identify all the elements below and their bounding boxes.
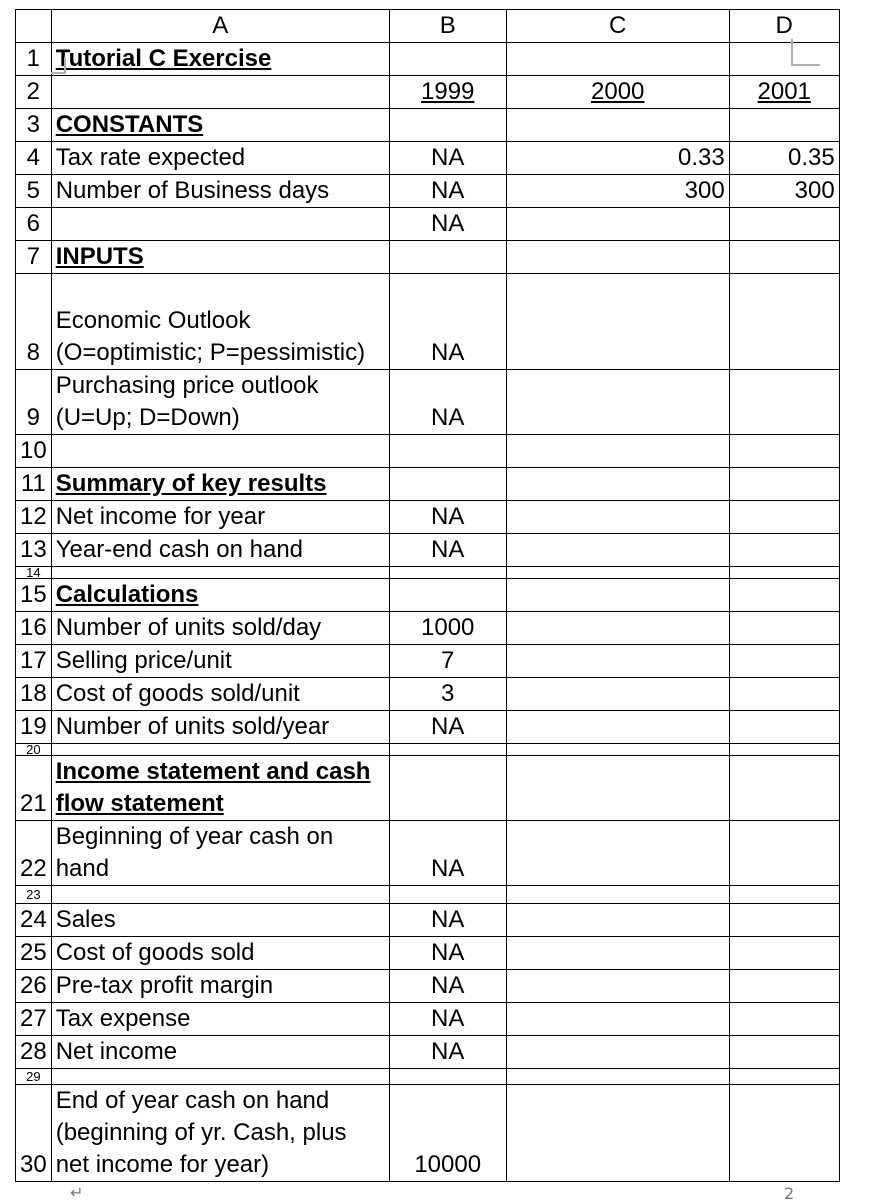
table-row xyxy=(16,370,840,435)
row-header[interactable]: 22 xyxy=(16,821,52,886)
cell-b[interactable] xyxy=(389,241,506,274)
cell-d[interactable] xyxy=(729,567,839,579)
cell-c[interactable] xyxy=(506,43,729,76)
cell-c[interactable] xyxy=(506,1003,729,1036)
table-row xyxy=(16,711,840,744)
cell-c[interactable] xyxy=(506,1085,729,1182)
cell-a[interactable]: Summary of key results xyxy=(51,468,389,501)
cell-c[interactable] xyxy=(506,970,729,1003)
column-header-b[interactable]: B xyxy=(389,10,506,43)
cell-a[interactable]: Number of units sold/day xyxy=(51,612,389,645)
table-row xyxy=(16,886,840,904)
cell-c[interactable] xyxy=(506,567,729,579)
cell-c[interactable] xyxy=(506,886,729,904)
cell-d[interactable] xyxy=(729,821,839,886)
table-row xyxy=(16,904,840,937)
cell-d[interactable] xyxy=(729,612,839,645)
spreadsheet xyxy=(15,9,840,1182)
row-header[interactable]: 12 xyxy=(16,501,52,534)
cell-c[interactable] xyxy=(506,501,729,534)
row-header[interactable]: 3 xyxy=(16,109,52,142)
cell-a[interactable]: Net income xyxy=(51,1036,389,1069)
cell-c[interactable] xyxy=(506,1036,729,1069)
cell-corner-mark-a1 xyxy=(51,57,91,75)
cell-a[interactable] xyxy=(51,208,389,241)
row-header[interactable]: 16 xyxy=(16,612,52,645)
table-row xyxy=(16,678,840,711)
row-header[interactable]: 25 xyxy=(16,937,52,970)
cell-c[interactable] xyxy=(506,534,729,567)
cell-b[interactable] xyxy=(389,567,506,579)
cell-d[interactable] xyxy=(729,1069,839,1085)
cell-c[interactable] xyxy=(506,241,729,274)
cell-a[interactable] xyxy=(51,435,389,468)
row-header[interactable]: 5 xyxy=(16,175,52,208)
cell-b[interactable] xyxy=(389,756,506,821)
cell-d[interactable] xyxy=(729,756,839,821)
cell-c[interactable] xyxy=(506,1069,729,1085)
table-row xyxy=(16,76,840,109)
cell-a[interactable] xyxy=(51,886,389,904)
cell-a[interactable]: CONSTANTS xyxy=(51,109,389,142)
row-header[interactable]: 23 xyxy=(16,886,52,904)
cell-b[interactable]: NA xyxy=(389,970,506,1003)
cell-a[interactable]: Calculations xyxy=(51,579,389,612)
cell-b[interactable]: NA xyxy=(389,142,506,175)
cell-d[interactable] xyxy=(729,208,839,241)
table-row xyxy=(16,821,840,886)
row-header[interactable]: 27 xyxy=(16,1003,52,1036)
cell-c[interactable]: 0.33 xyxy=(506,142,729,175)
cell-c[interactable] xyxy=(506,645,729,678)
column-header-row xyxy=(16,10,840,43)
cell-b[interactable] xyxy=(389,109,506,142)
cell-c[interactable] xyxy=(506,612,729,645)
table-row xyxy=(16,937,840,970)
cell-b[interactable]: NA xyxy=(389,1003,506,1036)
cell-a[interactable]: Beginning of year cash on hand xyxy=(51,821,389,886)
cell-a[interactable]: Tax rate expected xyxy=(51,142,389,175)
table-row xyxy=(16,435,840,468)
cell-d[interactable] xyxy=(729,970,839,1003)
cell-c[interactable] xyxy=(506,904,729,937)
cell-b[interactable]: NA xyxy=(389,821,506,886)
cell-d[interactable] xyxy=(729,886,839,904)
cell-b[interactable] xyxy=(389,1069,506,1085)
cell-b[interactable] xyxy=(389,579,506,612)
cell-d[interactable]: 0.35 xyxy=(729,142,839,175)
cell-a[interactable]: Pre-tax profit margin xyxy=(51,970,389,1003)
cell-a[interactable]: Purchasing price outlook (U=Up; D=Down) xyxy=(51,370,389,435)
cell-b[interactable]: NA xyxy=(389,711,506,744)
cell-a[interactable]: Number of Business days xyxy=(51,175,389,208)
cell-d[interactable]: 2001 xyxy=(729,76,839,109)
cell-a[interactable]: Cost of goods sold/unit xyxy=(51,678,389,711)
table-row xyxy=(16,970,840,1003)
cell-c[interactable]: 2000 xyxy=(506,76,729,109)
cell-c[interactable] xyxy=(506,678,729,711)
cell-a[interactable] xyxy=(51,567,389,579)
cell-b[interactable] xyxy=(389,744,506,756)
table-row xyxy=(16,109,840,142)
cell-b[interactable] xyxy=(389,468,506,501)
cell-a[interactable]: End of year cash on hand (beginning of yr. Cash, plus net income for year) xyxy=(51,1085,389,1182)
cell-d[interactable] xyxy=(729,579,839,612)
table-row xyxy=(16,43,840,76)
cell-a[interactable]: Economic Outlook (O=optimistic; P=pessimistic) xyxy=(51,274,389,370)
cell-d[interactable] xyxy=(729,678,839,711)
cell-b[interactable]: 7 xyxy=(389,645,506,678)
cell-a[interactable]: Number of units sold/year xyxy=(51,711,389,744)
cell-a[interactable]: Year-end cash on hand xyxy=(51,534,389,567)
row-header[interactable]: 10 xyxy=(16,435,52,468)
cell-c[interactable] xyxy=(506,821,729,886)
cell-a[interactable]: Tax expense xyxy=(51,1003,389,1036)
cell-c[interactable] xyxy=(506,468,729,501)
select-all-corner[interactable] xyxy=(16,10,52,43)
row-header[interactable]: 24 xyxy=(16,904,52,937)
cell-d[interactable] xyxy=(729,937,839,970)
cell-a[interactable]: Net income for year xyxy=(51,501,389,534)
cell-d[interactable] xyxy=(729,274,839,370)
cell-b[interactable]: NA xyxy=(389,534,506,567)
column-header-a[interactable]: A xyxy=(51,10,389,43)
table-row xyxy=(16,175,840,208)
row-header[interactable]: 29 xyxy=(16,1069,52,1085)
spreadsheet-grid xyxy=(15,9,840,1182)
cell-c[interactable] xyxy=(506,579,729,612)
table-row xyxy=(16,534,840,567)
grid-body xyxy=(16,43,840,1182)
row-header[interactable]: 21 xyxy=(16,756,52,821)
cell-c[interactable] xyxy=(506,937,729,970)
table-row xyxy=(16,274,840,370)
cell-c[interactable]: 300 xyxy=(506,175,729,208)
cell-a[interactable]: INPUTS xyxy=(51,241,389,274)
row-header[interactable]: 1 xyxy=(16,43,52,76)
cell-c[interactable] xyxy=(506,435,729,468)
cell-c[interactable] xyxy=(506,274,729,370)
cell-a[interactable]: Selling price/unit xyxy=(51,645,389,678)
cell-b[interactable]: NA xyxy=(389,175,506,208)
cell-d[interactable] xyxy=(729,1036,839,1069)
table-row xyxy=(16,208,840,241)
cell-a[interactable]: Tutorial C Exercise xyxy=(51,43,389,76)
table-row xyxy=(16,756,840,821)
cell-c[interactable] xyxy=(506,109,729,142)
cell-b[interactable] xyxy=(389,435,506,468)
cell-b[interactable]: NA xyxy=(389,274,506,370)
row-header[interactable]: 14 xyxy=(16,567,52,579)
table-row xyxy=(16,744,840,756)
cell-b[interactable] xyxy=(389,886,506,904)
row-header[interactable]: 30 xyxy=(16,1085,52,1182)
column-header-c[interactable]: C xyxy=(506,10,729,43)
cell-a[interactable]: Sales xyxy=(51,904,389,937)
row-header[interactable]: 15 xyxy=(16,579,52,612)
cell-b[interactable]: 10000 xyxy=(389,1085,506,1182)
table-row xyxy=(16,1085,840,1182)
cell-d[interactable] xyxy=(729,1003,839,1036)
row-header[interactable]: 9 xyxy=(16,370,52,435)
cell-d[interactable] xyxy=(729,501,839,534)
row-header[interactable]: 8 xyxy=(16,274,52,370)
table-row xyxy=(16,612,840,645)
cell-b[interactable]: NA xyxy=(389,501,506,534)
cell-c[interactable] xyxy=(506,208,729,241)
cell-a[interactable] xyxy=(51,1069,389,1085)
cell-d[interactable] xyxy=(729,1085,839,1182)
cell-c[interactable] xyxy=(506,711,729,744)
cell-b[interactable]: NA xyxy=(389,937,506,970)
cell-d[interactable] xyxy=(729,435,839,468)
cell-b[interactable]: 3 xyxy=(389,678,506,711)
footer-page-number: 2 xyxy=(784,1184,795,1203)
cell-d[interactable] xyxy=(729,744,839,756)
cell-b[interactable]: 1000 xyxy=(389,612,506,645)
table-row xyxy=(16,1036,840,1069)
cell-b[interactable]: NA xyxy=(389,208,506,241)
cell-d[interactable] xyxy=(729,645,839,678)
table-row xyxy=(16,468,840,501)
cell-d[interactable] xyxy=(729,534,839,567)
cell-a[interactable] xyxy=(51,76,389,109)
cell-c[interactable] xyxy=(506,744,729,756)
table-row xyxy=(16,501,840,534)
cell-b[interactable]: NA xyxy=(389,1036,506,1069)
cell-c[interactable] xyxy=(506,370,729,435)
cell-d[interactable] xyxy=(729,711,839,744)
row-header[interactable]: 7 xyxy=(16,241,52,274)
row-header[interactable]: 6 xyxy=(16,208,52,241)
cell-corner-mark-d2 xyxy=(790,39,830,69)
row-header[interactable]: 20 xyxy=(16,744,52,756)
row-header[interactable]: 28 xyxy=(16,1036,52,1069)
cell-b[interactable]: 1999 xyxy=(389,76,506,109)
row-header[interactable]: 13 xyxy=(16,534,52,567)
cell-a[interactable]: Income statement and cash flow statement xyxy=(51,756,389,821)
row-header[interactable]: 17 xyxy=(16,645,52,678)
footer-paragraph-mark: ↵ xyxy=(70,1183,84,1202)
table-row xyxy=(16,1069,840,1085)
cell-d[interactable] xyxy=(729,468,839,501)
table-row xyxy=(16,579,840,612)
row-header[interactable]: 2 xyxy=(16,76,52,109)
table-row xyxy=(16,1003,840,1036)
cell-c[interactable] xyxy=(506,756,729,821)
cell-d[interactable] xyxy=(729,370,839,435)
row-header[interactable]: 4 xyxy=(16,142,52,175)
row-header[interactable]: 18 xyxy=(16,678,52,711)
row-header[interactable]: 26 xyxy=(16,970,52,1003)
cell-d[interactable] xyxy=(729,241,839,274)
cell-a[interactable] xyxy=(51,744,389,756)
cell-b[interactable]: NA xyxy=(389,904,506,937)
cell-d[interactable] xyxy=(729,904,839,937)
cell-b[interactable] xyxy=(389,43,506,76)
cell-a[interactable]: Cost of goods sold xyxy=(51,937,389,970)
table-row xyxy=(16,241,840,274)
row-header[interactable]: 11 xyxy=(16,468,52,501)
table-row xyxy=(16,567,840,579)
cell-d[interactable]: 300 xyxy=(729,175,839,208)
cell-b[interactable]: NA xyxy=(389,370,506,435)
table-row xyxy=(16,142,840,175)
cell-d[interactable] xyxy=(729,109,839,142)
row-header[interactable]: 19 xyxy=(16,711,52,744)
column-header-d[interactable]: D xyxy=(729,10,839,43)
table-row xyxy=(16,645,840,678)
